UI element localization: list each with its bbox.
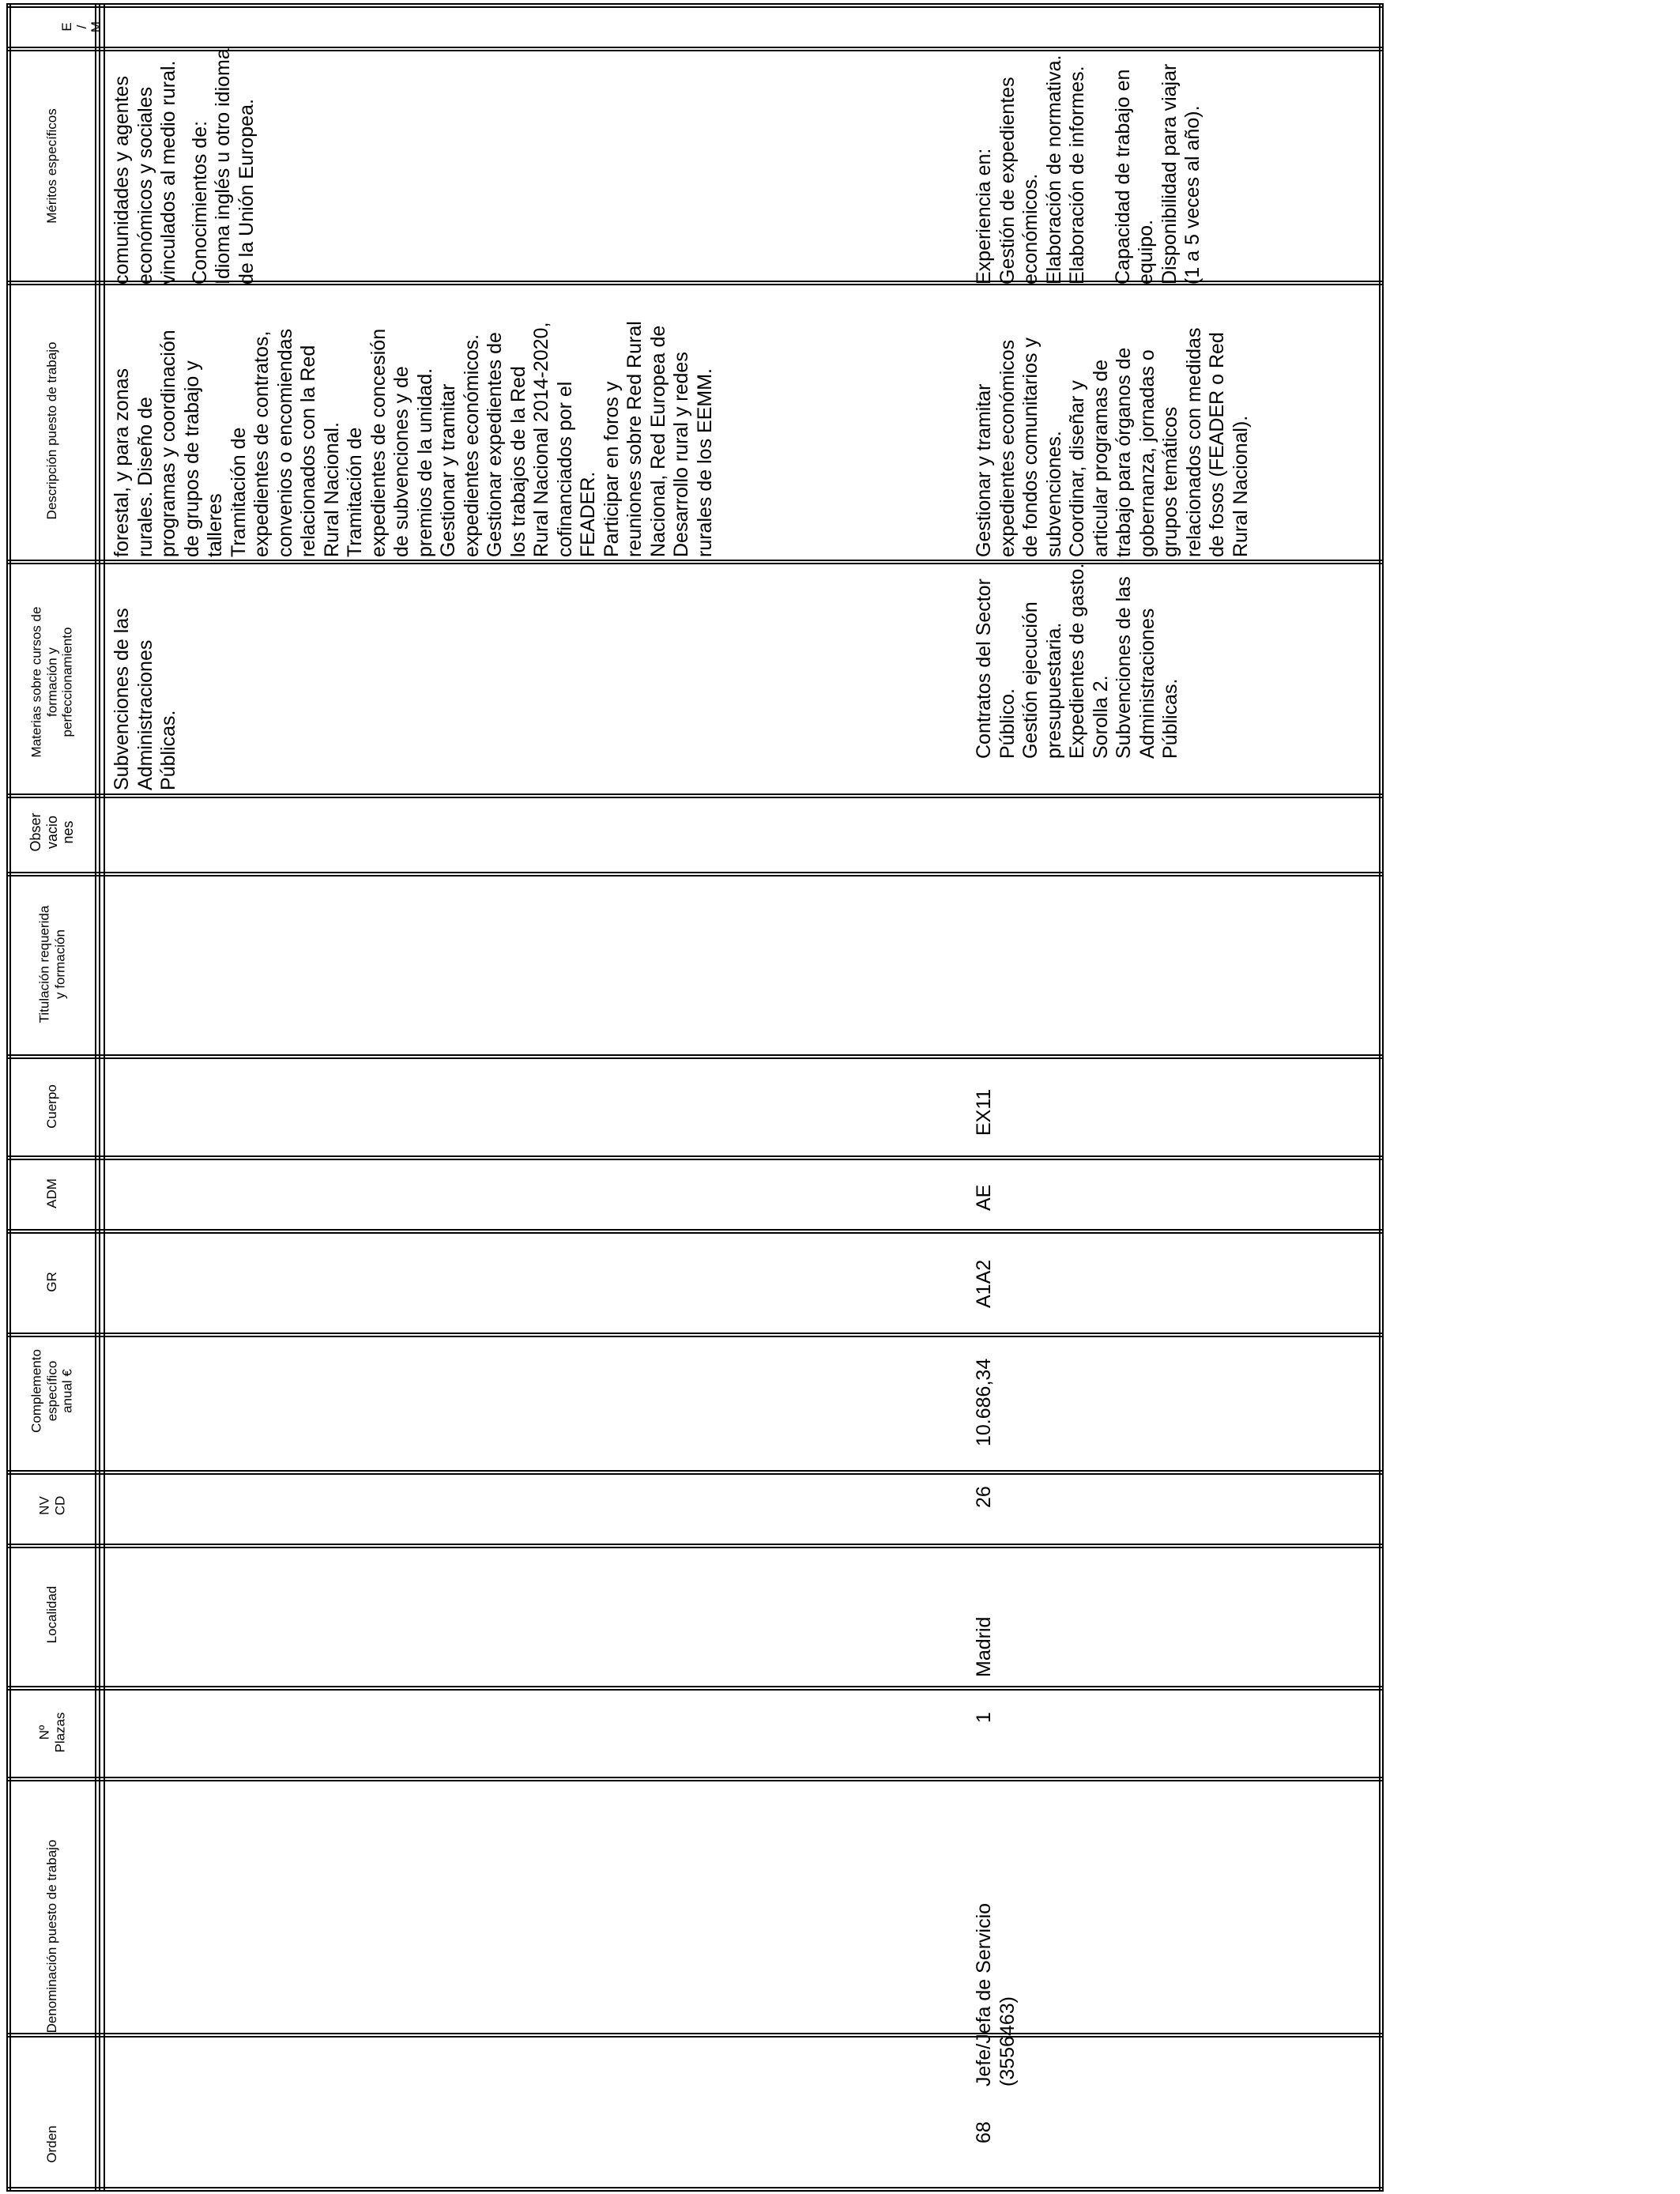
meritos-item: Conocimientos de:	[188, 120, 211, 285]
meritos-item: comunidades y agentes económicos y sociales vinculados al medio rural.	[111, 60, 179, 285]
continued-meritos-text	[111, 47, 258, 285]
column-divider	[6, 1544, 1383, 1545]
table-border-left	[6, 3, 8, 2192]
table-border-top	[6, 6, 1383, 8]
column-divider	[6, 1777, 1383, 1778]
column-divider	[6, 1473, 1383, 1475]
column-divider	[6, 2036, 1383, 2038]
materias-item: Gestión ejecución presupuestaria. Expedientes de gasto. Sorolla 2.	[1019, 563, 1112, 759]
column-divider	[6, 1547, 1383, 1548]
continued-materias-text: Subvenciones de las Administraciones Públicas.	[111, 608, 179, 790]
table-border-bottom	[6, 2187, 1383, 2188]
column-divider	[6, 1470, 1383, 1472]
table-border-top	[6, 3, 1383, 5]
meritos-item: Capacidad de trabajo en equipo.	[1111, 69, 1157, 285]
column-divider	[6, 1229, 1383, 1231]
meritos-item: Disponibilidad para viajar (1 a 5 veces al año).	[1158, 63, 1203, 285]
column-divider	[6, 1057, 1383, 1059]
descripcion-item: Coordinar, diseñar y articular programas de trabajo para órganos de gobernanza, jornadas o grupos temáticos relacionados con medidas de fosos (FEADER o Red Rural Nacional).	[1066, 327, 1252, 557]
meritos-item: Elaboración de normativa.	[1042, 55, 1065, 285]
materias-item: Contratos del Sector Público.	[973, 579, 1019, 759]
rotated-table: Orden Denominación puesto de trabajo Nº Plazas Localidad NV CD Complemento específico anual € GR ADM Cuerpo Titulación requerida y formación Obser vacio nes Materias sobre cursos de formación y perfeccionamiento Descripción puesto de trabajo Méritos específicos E / M Subvenciones de las Administraciones Públicas. forestal, y para zonas rurales. Diseño de programas y coordinación de grupos de trabajo y talleres Tramitación de expedientes de contratos, convenios o encomiendas relacionados con la Red Rural Nacional. Tramitación de expedientes de concesión de subvenciones y de premios de la unidad. Gestionar y tramitar expedientes económicos. Gestionar expedientes de los trabajos de la Red Rural Nacional 2014-2020, cofinanciados por el FEADER. Participar en foros y reuniones sobre Red Rural Nacional, Red Europea de Desarrollo rural y redes rurales de los EEMM. comunidades y agentes económicos y sociales vinculados al medio rural. Conocimientos de: Idioma inglés u otro idioma de la Unión Europea. 68 Jefe/Jefa de Servicio (3556463) 1 Madrid 26 10.686,34 A1A2 AE EX11 Contratos del Sector Público. Gestión ejecución presupuestaria. Expedientes de gasto. Sorolla 2. Subvenciones de las Administraciones Públicas. Gestionar y tramitar expedientes económicos de fondos comunitarios y subvenciones. Coordinar, diseñar y articular programas de trabajo para órganos de gobernanza, jornadas o grupos temáticos relacionados con medidas de fosos (FEADER o Red Rural Nacional). Experiencia en: Gestión de expedientes económicos. Elaboración de normativa. Elaboración de informes. Capacidad de trabajo en equipo. Disponibilidad para viajar (1 a 5 veces al año).	[0, 0, 1680, 2194]
header-row-divider	[104, 3, 105, 2192]
materias-item: Subvenciones de las Administraciones Públicas.	[1113, 576, 1181, 759]
descripcion-item: Participar en foros y reuniones sobre Red Rural Nacional, Red Europea de Desarrollo rural y redes rurales de los EEMM.	[600, 321, 716, 557]
column-divider	[6, 2033, 1383, 2034]
column-divider	[6, 794, 1383, 795]
table-border-bottom	[6, 2190, 1383, 2192]
meritos-item: Idioma inglés u otro idioma de la Unión Europea.	[212, 48, 258, 285]
column-divider	[6, 797, 1383, 798]
continued-descripcion-text	[111, 320, 717, 557]
column-divider	[6, 1689, 1383, 1691]
column-divider	[6, 1155, 1383, 1157]
descripcion-item: Tramitación de expedientes de contratos, convenios o encomiendas relacionados con la Red Rural Nacional.	[227, 328, 343, 557]
table-border-left	[9, 3, 11, 2192]
header-row-divider	[99, 3, 100, 2192]
descripcion-item: Tramitación de expedientes de concesión de subvenciones y de premios de la unidad.	[344, 328, 436, 557]
column-divider	[6, 1780, 1383, 1781]
meritos-item: Elaboración de informes.	[1066, 66, 1088, 285]
header-row-divider	[95, 3, 96, 2192]
descripcion-item: Gestionar y tramitar expedientes económicos de fondos comunitarios y subvenciones.	[973, 337, 1065, 557]
descripcion-item: Gestionar expedientes de los trabajos de la Red Rural Nacional 2014-2020, cofinanciados por el FEADER.	[484, 322, 599, 557]
column-divider	[6, 872, 1383, 873]
column-divider	[6, 1686, 1383, 1687]
column-divider	[6, 1336, 1383, 1337]
table-border-right	[1379, 3, 1381, 2192]
meritos-item: Gestión de expedientes económicos.	[996, 77, 1042, 285]
column-divider	[6, 1232, 1383, 1234]
descripcion-item: Gestionar y tramitar expedientes económicos.	[437, 334, 483, 557]
column-divider	[6, 1159, 1383, 1160]
column-divider	[6, 1333, 1383, 1334]
column-divider	[6, 1054, 1383, 1056]
meritos-item: Experiencia en:	[973, 148, 995, 285]
column-divider	[6, 875, 1383, 876]
table-border-right	[1382, 3, 1384, 2192]
descripcion-item: forestal, y para zonas rurales. Diseño de programas y coordinación de grupos de trabajo y talleres	[111, 330, 226, 557]
